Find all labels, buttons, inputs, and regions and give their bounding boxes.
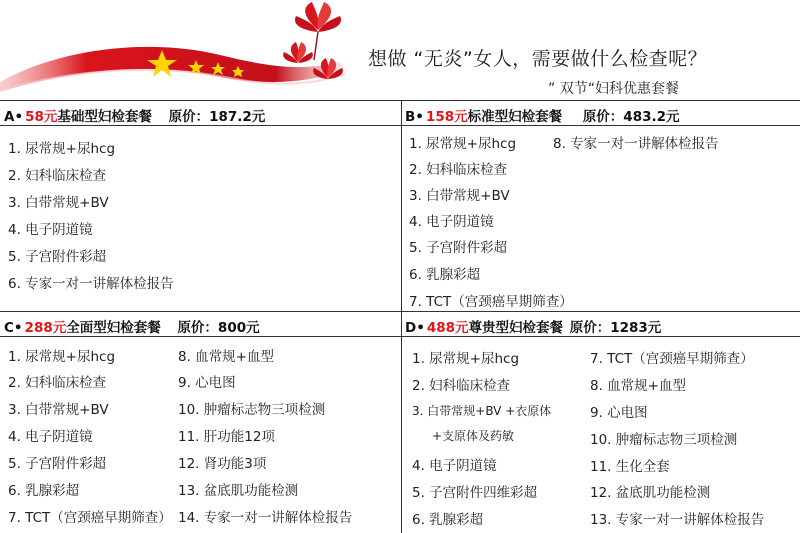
list-item: 4. 电子阴道镜 [412,458,497,474]
package-b-price: 158元 [425,109,468,125]
list-item: 3. 白带常规+BV [8,402,109,418]
list-item: 1. 尿常规+尿hcg [409,136,517,152]
package-d-header: D• 488元尊贵型妇检套餐 原价：1283元 [405,320,662,336]
list-item: 12. 肾功能3项 [178,456,267,472]
list-item: 8. 专家一对一讲解体检报告 [553,136,719,152]
divider [0,100,800,101]
page-subtitle: ” 双节“妇科优惠套餐 [548,81,679,97]
list-item: 12. 盆底肌功能检测 [590,485,711,501]
list-item: 11. 肝功能12项 [178,429,275,445]
list-item: 6. 专家一对一讲解体检报告 [8,276,174,292]
list-item: 2. 妇科临床检查 [412,378,511,394]
package-d-original-price: 原价：1283元 [569,320,662,336]
list-item: 5. 子宫附件彩超 [8,249,107,265]
list-item: 4. 电子阴道镜 [409,214,494,230]
list-item: 3. 白带常规+BV +衣原体 [412,404,552,418]
package-b-header: B• 158元标准型妇检套餐 原价：483.2元 [405,109,680,125]
package-d-name: 尊贵型妇检套餐 [468,320,564,336]
divider [0,336,800,337]
list-item: 3. 白带常规+BV [8,195,109,211]
list-item: +支原体及药敏 [432,429,515,443]
list-item: 3. 白带常规+BV [409,188,510,204]
list-item: 6. 乳腺彩超 [409,267,481,283]
divider [0,311,800,312]
list-item: 2. 妇科临床检查 [8,168,107,184]
package-a-header: A• 58元基础型妇检套餐 原价：187.2元 [4,109,266,125]
list-item: 6. 乳腺彩超 [412,512,484,528]
package-a-name: 基础型妇检套餐 [57,109,152,125]
list-item: 2. 妇科临床检查 [409,162,508,178]
package-a-price: 58元 [25,109,58,125]
list-item: 13. 盆底肌功能检测 [178,483,299,499]
list-item: 5. 子宫附件四维彩超 [412,485,538,501]
list-item: 10. 肿瘤标志物三项检测 [590,432,738,448]
list-item: 4. 电子阴道镜 [8,429,93,445]
list-item: 1. 尿常规+尿hcg [8,349,116,365]
list-item: 6. 乳腺彩超 [8,483,80,499]
ribbon-flag-banner [0,0,370,98]
package-d-price: 488元 [426,320,469,336]
lotus-flower-icon [283,42,313,63]
divider [0,125,800,126]
list-item: 13. 专家一对一讲解体检报告 [590,512,765,528]
list-item: 9. 心电图 [590,405,648,421]
package-a-original-price: 原价：187.2元 [168,109,266,125]
list-item: 11. 生化全套 [590,459,670,475]
list-item: 5. 子宫附件彩超 [8,456,107,472]
list-item: 10. 肿瘤标志物三项检测 [178,402,326,418]
list-item: 8. 血常规+血型 [178,349,274,365]
package-b-name: 标准型妇检套餐 [467,109,563,125]
list-item: 9. 心电图 [178,375,236,391]
list-item: 1. 尿常规+尿hcg [412,351,520,367]
list-item: 5. 子宫附件彩超 [409,240,508,256]
package-c-name: 全面型妇检套餐 [66,320,161,336]
page-title: 想做 “无炎”女人，需要做什么检查呢？ [368,48,708,70]
divider [401,100,402,533]
list-item: 4. 电子阴道镜 [8,222,93,238]
package-c-price: 288元 [24,320,67,336]
package-b-original-price: 原价：483.2元 [582,109,680,125]
list-item: 2. 妇科临床检查 [8,375,107,391]
list-item: 7. TCT（宫颈癌早期筛查） [8,510,172,526]
package-c-header: C• 288元全面型妇检套餐 原价：800元 [4,320,260,336]
list-item: 7. TCT（宫颈癌早期筛查） [590,351,754,367]
package-c-original-price: 原价：800元 [177,320,260,336]
list-item: 14. 专家一对一讲解体检报告 [178,510,353,526]
list-item: 1. 尿常规+尿hcg [8,141,116,157]
list-item: 8. 血常规+血型 [590,378,686,394]
list-item: 7. TCT（宫颈癌早期筛查） [409,294,573,310]
